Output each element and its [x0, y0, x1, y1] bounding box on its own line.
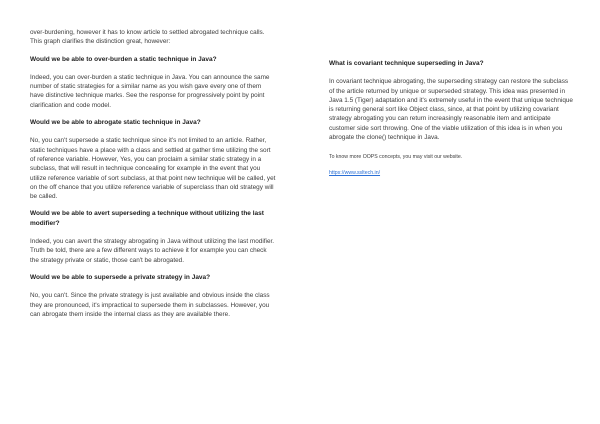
section-body: No, you can't. Since the private strategy is just available and obvious inside the class they are pronounced, it's impractical to supersede them in subclasses. However, you can abrogate them inside the internal class as they are available there.: [30, 292, 270, 318]
section-body: Indeed, you can over-burden a static technique in Java. You can announce the same number of static strategies for a similar name as you wish gave every one of them have distinctive technique marks. See the response for progressively point by point clarification and code model.: [30, 73, 270, 109]
section-body: No, you can't supersede a static technique since it's not limited to an article. Rather, static techniques have a place with a class and settled at gather time utilizing the sort of reference variable. However, Yes, you can proclaim a similar static strategy in a subclass, that will result in technique concealing for example in the event that you utilize reference variable of sort subclass, at that point new technique will be called, yet on the off chance that you utilize reference variable of superclass than old strategy will be called.: [30, 137, 276, 201]
section-heading: What is covariant technique superseding in Java?: [329, 60, 484, 67]
section-heading: Would we be able to avert superseding a technique without utilizing the last modifier?: [30, 210, 264, 227]
left-column: [30, 0, 276, 319]
section-heading: Would we be able to abrogate static technique in Java?: [30, 119, 201, 127]
website-link[interactable]: https://www.ssltech.in/: [329, 170, 381, 177]
intro-paragraph: over-burdening, however it has to know article to settled abrogated technique calls. This graph clarifies the distinction great, however:: [30, 29, 265, 46]
website-note: To know more OOPS concepts, you may visit our website.: [329, 154, 463, 161]
section-heading: Would we be able to over-burden a static technique in Java?: [30, 55, 217, 63]
section-body: In covariant technique abrogating, the superseding strategy can restore the subclass of the article returned by unique or superseded strategy. This idea was presented in Java 1.5 (Tiger) adaptation and it's extremely useful in the event that unique technique is returning general sort like Object class, since, at that point by utilizing covariant strategy abrogating you can return increasingly reasonable item and anticipate customer side sort throwing. One of the viable utilization of this idea is in when you abrogate the clone() technique in Java.: [329, 78, 573, 142]
section-body: Indeed, you can avert the strategy abrogating in Java without utilizing the last modifier. Truth be told, there are a few different ways to achieve it for example you can check the strategy private or static, those can't be abrogated.: [30, 238, 275, 264]
section-heading: Would we be able to supersede a private strategy in Java?: [30, 273, 211, 281]
right-column: [329, 0, 575, 179]
